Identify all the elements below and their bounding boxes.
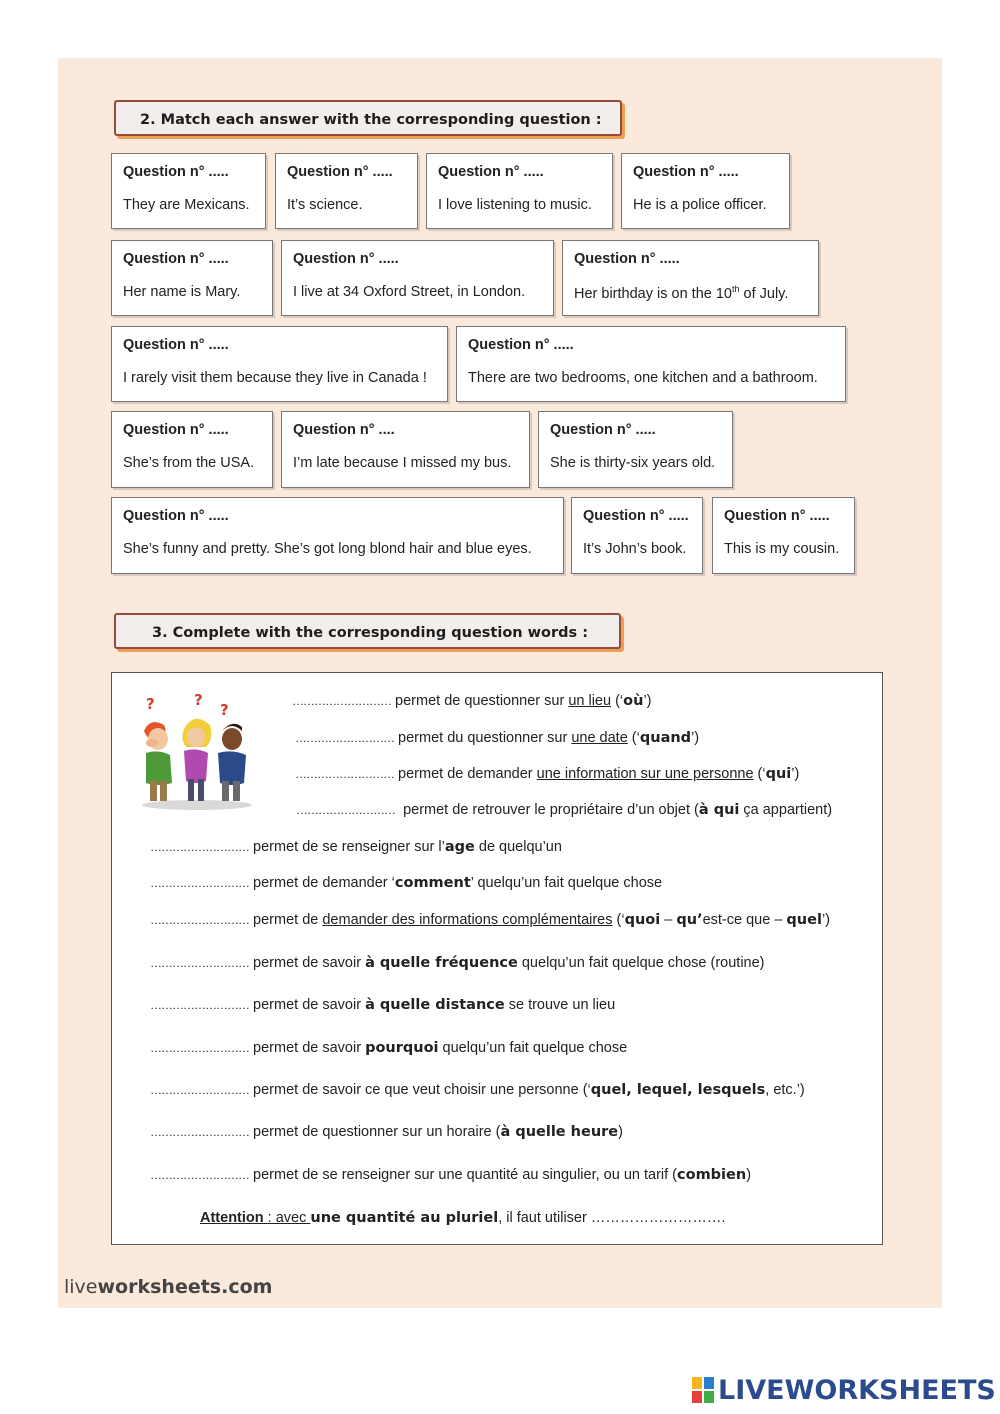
svg-text:?: ? — [194, 691, 203, 709]
answer-card-3 — [426, 153, 613, 229]
answer-card-6 — [281, 240, 554, 316]
question-number[interactable]: Question n° .... — [293, 422, 395, 438]
answer-text: She’s funny and pretty. She’s got long blond hair and blue eyes. — [123, 541, 532, 557]
question-word: quoi — [624, 912, 661, 928]
answer-card-10 — [111, 411, 273, 488]
line-text: ’ quelqu’un fait quelque chose — [470, 875, 663, 891]
attention-line — [200, 1210, 725, 1226]
line-underlined: une information sur une personne — [536, 766, 754, 782]
answer-card-8 — [111, 326, 448, 402]
watermark-part: .com — [221, 1276, 273, 1298]
answer-text — [574, 284, 788, 302]
answer-blank[interactable]: ……………………… — [150, 913, 249, 927]
line-text: quelqu’un fait quelque chose — [438, 1040, 628, 1056]
logo-icon — [692, 1377, 714, 1403]
line-text: de quelqu’un — [474, 839, 562, 855]
line-text: permet de questionner sur un horaire ( — [253, 1124, 501, 1140]
svg-text:?: ? — [146, 695, 155, 713]
answer-text: It’s science. — [287, 197, 363, 213]
line-text: se trouve un lieu — [504, 997, 616, 1013]
worksheet-page — [58, 58, 942, 1308]
question-word-line-13 — [150, 1167, 751, 1183]
answer-card-15 — [712, 497, 855, 574]
question-word: à quelle fréquence — [365, 955, 518, 971]
question-number[interactable]: Question n° ..... — [550, 422, 656, 438]
answer-text: This is my cousin. — [724, 541, 840, 557]
answer-text: I live at 34 Oxford Street, in London. — [293, 284, 526, 300]
line-text: (‘ — [612, 912, 625, 928]
question-word: comment — [394, 875, 471, 891]
answer-blank[interactable]: ……………………… — [150, 998, 249, 1012]
answer-text: It’s John’s book. — [583, 541, 687, 557]
line-underlined: demander des informations complémentaires — [322, 912, 613, 928]
answer-text: I love listening to music. — [438, 197, 592, 213]
question-number[interactable]: Question n° ..... — [123, 251, 229, 267]
question-word: pourquoi — [365, 1040, 439, 1056]
line-text: est-ce que – — [702, 912, 787, 928]
question-word: quel, lequel, lesquels — [590, 1082, 766, 1098]
answer-text: I rarely visit them because they live in Canada ! — [123, 370, 427, 386]
line-text: ’) — [821, 912, 830, 928]
question-word: qu’ — [676, 912, 703, 928]
answer-blank[interactable]: ……………………… — [150, 1125, 249, 1139]
attention-tail[interactable]: , il faut utiliser ………………………. — [498, 1210, 726, 1226]
question-word-line-11 — [150, 1082, 805, 1098]
question-number[interactable]: Question n° ..... — [724, 508, 830, 524]
line-text: permet de savoir — [253, 1040, 366, 1056]
question-word: combien — [677, 1167, 747, 1183]
svg-text:?: ? — [220, 701, 229, 719]
line-text: permet de questionner sur — [395, 693, 569, 709]
line-text: ’) — [643, 693, 652, 709]
line-text: (‘ — [753, 766, 766, 782]
answer-card-13 — [111, 497, 564, 574]
liveworksheets-watermark — [64, 1276, 272, 1298]
question-number[interactable]: Question n° ..... — [123, 164, 229, 180]
answer-blank[interactable]: ……………………… — [150, 840, 249, 854]
attention-colon: : avec — [267, 1210, 311, 1226]
line-text: ça appartient) — [739, 802, 833, 818]
answer-blank[interactable]: ……………………… — [150, 1083, 249, 1097]
answer-text: He is a police officer. — [633, 197, 767, 213]
answer-text: She’s from the USA. — [123, 455, 255, 471]
question-word-line-6 — [150, 875, 662, 891]
answer-blank[interactable]: ……………………… — [150, 956, 249, 970]
section3-box — [111, 672, 883, 1245]
question-word: quel — [786, 912, 822, 928]
question-number[interactable]: Question n° ..... — [293, 251, 399, 267]
line-text: permet de savoir ce que veut choisir une personne (‘ — [253, 1082, 591, 1098]
question-word-line-9 — [150, 997, 615, 1013]
question-word: age — [444, 839, 475, 855]
line-text: permet de savoir — [253, 955, 366, 971]
line-text: (‘ — [611, 693, 624, 709]
answer-blank[interactable]: ……………………… — [292, 694, 391, 708]
answer-text: I’m late because I missed my bus. — [293, 455, 512, 471]
question-number[interactable]: Question n° ..... — [633, 164, 739, 180]
question-number[interactable]: Question n° ..... — [574, 251, 680, 267]
answer-card-11 — [281, 411, 530, 488]
line-text: permet de retrouver le propriétaire d’un objet ( — [403, 802, 699, 818]
answer-card-4 — [621, 153, 790, 229]
question-word: qui — [765, 766, 792, 782]
question-word: une quantité au pluriel — [310, 1210, 499, 1226]
answer-card-12 — [538, 411, 733, 488]
line-text: – — [660, 912, 677, 928]
question-number[interactable]: Question n° ..... — [468, 337, 574, 353]
line-underlined: une date — [571, 730, 628, 746]
question-word: à quelle distance — [365, 997, 505, 1013]
answer-blank[interactable]: ……………………… — [150, 876, 249, 890]
watermark-part: live — [64, 1276, 98, 1298]
answer-card-1 — [111, 153, 266, 229]
answer-text-post: of July. — [739, 285, 789, 302]
question-number[interactable]: Question n° ..... — [583, 508, 689, 524]
answer-text: Her name is Mary. — [123, 284, 241, 300]
answer-text: There are two bedrooms, one kitchen and a bathroom. — [468, 370, 818, 386]
question-number[interactable]: Question n° ..... — [438, 164, 544, 180]
line-text: permet de demander — [398, 766, 537, 782]
answer-card-7 — [562, 240, 819, 316]
question-number[interactable]: Question n° ..... — [123, 422, 229, 438]
answer-superscript: th — [731, 284, 740, 294]
question-word-line-1 — [292, 693, 652, 709]
question-word-line-2 — [295, 730, 699, 746]
section2-header: 2. Match each answer with the corresponding question : — [114, 100, 622, 136]
line-text: permet du questionner sur — [398, 730, 572, 746]
line-text: permet de savoir — [253, 997, 366, 1013]
line-text: ’) — [691, 730, 700, 746]
question-word-line-5 — [150, 839, 562, 855]
line-text: permet de se renseigner sur une quantité au singulier, ou un tarif ( — [253, 1167, 678, 1183]
question-word: où — [623, 693, 644, 709]
answer-blank[interactable]: ……………………… — [150, 1168, 249, 1182]
liveworksheets-logo — [692, 1373, 996, 1407]
question-word-line-4 — [296, 802, 832, 818]
question-word-line-8 — [150, 955, 765, 971]
question-word-line-10 — [150, 1040, 627, 1056]
answer-blank[interactable]: ……………………… — [296, 803, 395, 817]
line-text: (‘ — [627, 730, 640, 746]
watermark-part: worksheets — [97, 1276, 222, 1298]
answer-card-9 — [456, 326, 846, 402]
answer-card-2 — [275, 153, 418, 229]
question-word: à qui — [698, 802, 740, 818]
answer-card-14 — [571, 497, 703, 574]
attention-label: Attention — [200, 1210, 268, 1226]
logo-text: LIVEWORKSHEETS — [718, 1374, 996, 1406]
question-word-line-3 — [295, 766, 799, 782]
question-number[interactable]: Question n° ..... — [287, 164, 393, 180]
question-number[interactable]: Question n° ..... — [123, 508, 229, 524]
question-word-line-7 — [150, 912, 830, 928]
section3-header: 3. Complete with the corresponding question words : — [114, 613, 621, 649]
line-text: ) — [746, 1167, 752, 1183]
confused-people-icon — [132, 691, 262, 811]
question-word: à quelle heure — [500, 1124, 619, 1140]
answer-text: They are Mexicans. — [123, 197, 250, 213]
question-word: quand — [639, 730, 692, 746]
answer-card-5 — [111, 240, 273, 316]
line-text: , etc.’) — [765, 1082, 805, 1098]
line-text: permet de demander ‘ — [253, 875, 395, 891]
answer-blank[interactable]: ……………………… — [150, 1041, 249, 1055]
line-text: ’) — [791, 766, 800, 782]
line-text: permet de se renseigner sur l’ — [253, 839, 445, 855]
answer-text: She is thirty-six years old. — [550, 455, 716, 471]
line-text: ) — [618, 1124, 623, 1140]
line-text: quelqu’un fait quelque chose (routine) — [517, 955, 765, 971]
answer-text-pre: Her birthday is on the 10 — [574, 285, 732, 302]
line-text: permet de — [253, 912, 323, 928]
line-underlined: un lieu — [568, 693, 612, 709]
answer-blank[interactable]: ……………………… — [295, 767, 394, 781]
question-number[interactable]: Question n° ..... — [123, 337, 229, 353]
question-word-line-12 — [150, 1124, 623, 1140]
answer-blank[interactable]: ……………………… — [295, 731, 394, 745]
